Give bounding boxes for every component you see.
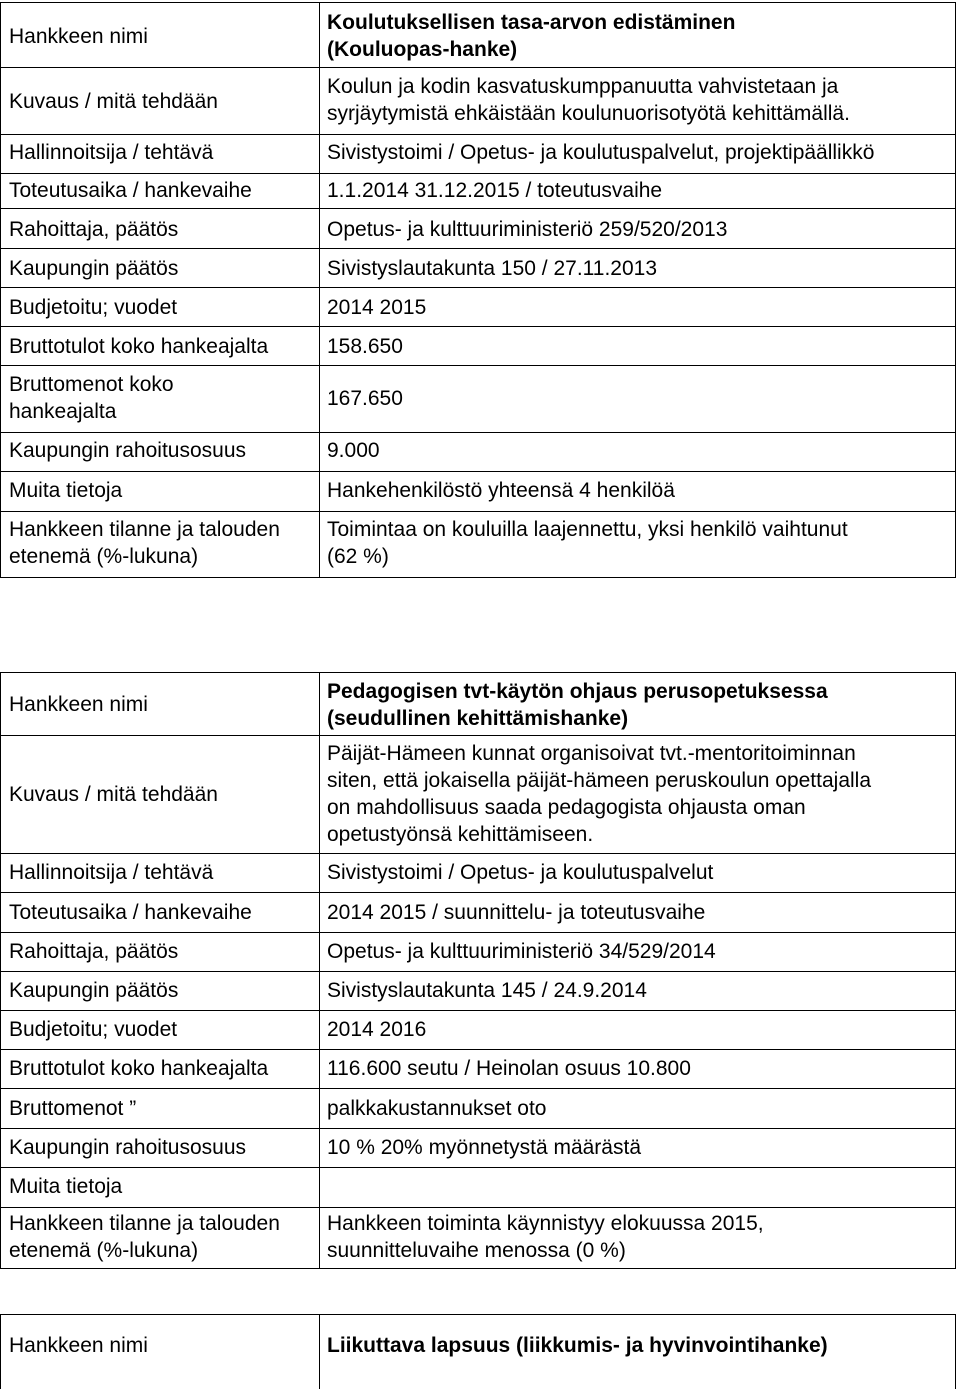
value-gross-expenses: palkkakustannukset oto [327, 1097, 547, 1120]
label-city-share: Kaupungin rahoitusosuus [9, 439, 247, 462]
label-description: Kuvaus / mitä tehdään [9, 783, 218, 806]
project-table-1 [0, 2, 956, 578]
label-gross-expenses: Bruttomenot koko [9, 373, 174, 396]
label-budget-years: Budjetoitu; vuodet [9, 296, 178, 319]
label-project-name: Hankkeen nimi [9, 1334, 148, 1357]
label-city-decision: Kaupungin päätös [9, 257, 179, 280]
value-gross-expenses: 167.650 [327, 387, 403, 410]
label-administrator: Hallinnoitsija / tehtävä [9, 861, 214, 884]
row-divider [1, 326, 955, 327]
row-divider [1, 208, 955, 209]
label-budget-years: Budjetoitu; vuodet [9, 1018, 178, 1041]
row-divider [1, 932, 955, 933]
value-project-name: Pedagogisen tvt-käytön ohjaus perusopetuksessa [327, 680, 828, 703]
label-description: Kuvaus / mitä tehdään [9, 90, 218, 113]
row-divider [1, 1128, 955, 1129]
value-schedule: 1.1.2014 31.12.2015 / toteutusvaihe [327, 179, 663, 202]
row-divider [1, 892, 955, 893]
row-divider [1, 471, 955, 472]
value-project-name-line2: (seudullinen kehittämishanke) [327, 707, 629, 730]
value-city-decision: Sivistyslautakunta 150 / 27.11.2013 [327, 257, 658, 280]
row-divider [1, 1049, 955, 1050]
value-status-line2: suunnitteluvaihe menossa (0 %) [327, 1239, 626, 1262]
row-divider [1, 67, 955, 68]
value-description: Päijät-Hämeen kunnat organisoivat tvt.-mentoritoiminnan [327, 742, 856, 765]
value-gross-income: 158.650 [327, 335, 403, 358]
label-schedule: Toteutusaika / hankevaihe [9, 179, 252, 202]
value-other-info: Hankehenkilöstö yhteensä 4 henkilöä [327, 479, 675, 502]
value-city-share: 10 % 20% myönnetystä määrästä [327, 1136, 641, 1159]
label-city-decision: Kaupungin päätös [9, 979, 179, 1002]
value-schedule: 2014 2015 / suunnittelu- ja toteutusvaihe [327, 901, 706, 924]
value-budget-years: 2014 2015 [327, 296, 427, 319]
value-status: Hankkeen toiminta käynnistyy elokuussa 2015, [327, 1212, 764, 1235]
label-project-name: Hankkeen nimi [9, 693, 148, 716]
value-budget-years: 2014 2016 [327, 1018, 427, 1041]
label-other-info: Muita tietoja [9, 1175, 123, 1198]
row-divider [1, 735, 955, 736]
value-description: Koulun ja kodin kasvatuskumppanuutta vahvistetaan ja [327, 75, 839, 98]
value-administrator: Sivistystoimi / Opetus- ja koulutuspalvelut, projektipäällikkö [327, 141, 875, 164]
row-divider [1, 971, 955, 972]
value-project-name-line2: (Kouluopas-hanke) [327, 38, 518, 61]
value-administrator: Sivistystoimi / Opetus- ja koulutuspalvelut [327, 861, 714, 884]
value-city-decision: Sivistyslautakunta 145 / 24.9.2014 [327, 979, 647, 1002]
row-divider [1, 1088, 955, 1089]
project-table-3 [0, 1314, 956, 1389]
label-status-line2: etenemä (%-lukuna) [9, 1239, 199, 1262]
column-divider [319, 3, 320, 577]
value-status-line2: (62 %) [327, 545, 389, 568]
row-divider [1, 134, 955, 135]
value-city-share: 9.000 [327, 439, 380, 462]
label-gross-expenses-line2: hankeajalta [9, 400, 117, 423]
row-divider [1, 248, 955, 249]
row-divider [1, 853, 955, 854]
value-description-line4: opetustyönsä kehittämiseen. [327, 823, 594, 846]
label-gross-expenses: Bruttomenot ” [9, 1097, 137, 1120]
row-divider [1, 365, 955, 366]
project-table-2 [0, 672, 956, 1269]
value-description-line3: on mahdollisuus saada pedagogista ohjausta oman [327, 796, 806, 819]
label-status: Hankkeen tilanne ja talouden [9, 1212, 280, 1235]
value-description-line2: siten, että jokaisella päijät-hämeen peruskoulun opettajalla [327, 769, 872, 792]
label-status: Hankkeen tilanne ja talouden [9, 518, 280, 541]
label-gross-income: Bruttotulot koko hankeajalta [9, 1057, 269, 1080]
value-status: Toimintaa on kouluilla laajennettu, yksi henkilö vaihtunut [327, 518, 848, 541]
label-other-info: Muita tietoja [9, 479, 123, 502]
row-divider [1, 432, 955, 433]
label-project-name: Hankkeen nimi [9, 25, 148, 48]
value-gross-income: 116.600 seutu / Heinolan osuus 10.800 [327, 1057, 691, 1080]
label-status-line2: etenemä (%-lukuna) [9, 545, 199, 568]
value-funder: Opetus- ja kulttuuriministeriö 34/529/2014 [327, 940, 716, 963]
row-divider [1, 511, 955, 512]
row-divider [1, 287, 955, 288]
label-schedule: Toteutusaika / hankevaihe [9, 901, 252, 924]
value-description-line2: syrjäytymistä ehkäistään koulunuorisotyötä kehittämällä. [327, 102, 850, 125]
label-funder: Rahoittaja, päätös [9, 940, 179, 963]
row-divider [1, 1207, 955, 1208]
row-divider [1, 1167, 955, 1168]
column-divider [319, 1315, 320, 1389]
value-funder: Opetus- ja kulttuuriministeriö 259/520/2013 [327, 218, 728, 241]
label-gross-income: Bruttotulot koko hankeajalta [9, 335, 269, 358]
label-city-share: Kaupungin rahoitusosuus [9, 1136, 247, 1159]
label-administrator: Hallinnoitsija / tehtävä [9, 141, 214, 164]
row-divider [1, 1010, 955, 1011]
row-divider [1, 173, 955, 174]
value-project-name: Liikuttava lapsuus (liikkumis- ja hyvinvointihanke) [327, 1334, 828, 1357]
label-funder: Rahoittaja, päätös [9, 218, 179, 241]
value-project-name: Koulutuksellisen tasa-arvon edistäminen [327, 11, 736, 34]
